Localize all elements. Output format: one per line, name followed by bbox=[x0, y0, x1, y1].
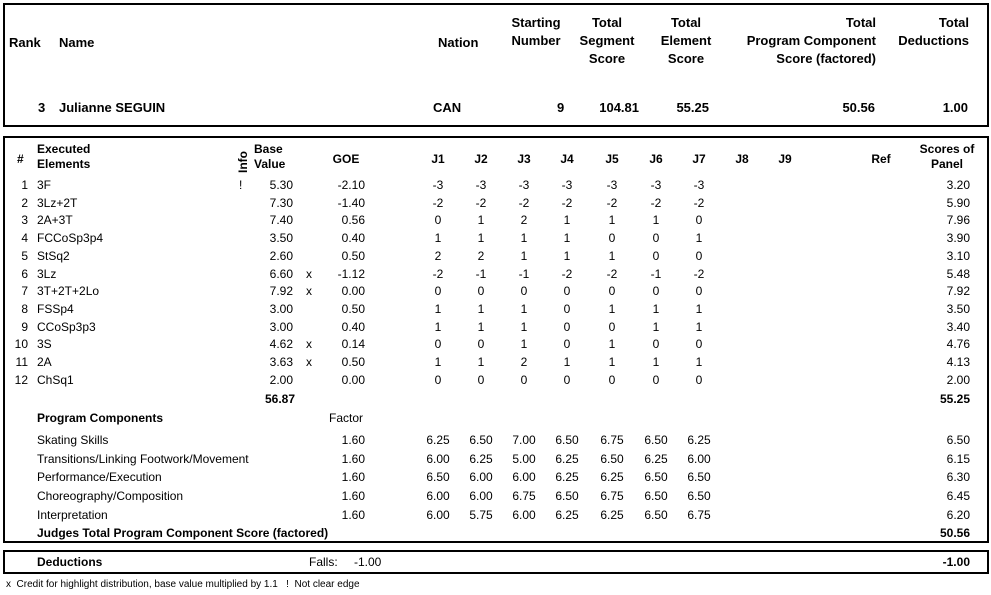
element-base-value: 3.50 bbox=[269, 231, 293, 246]
component-factor: 1.60 bbox=[341, 433, 365, 447]
element-judge-j7: 1 bbox=[695, 301, 703, 316]
element-judge-j2: 1 bbox=[477, 213, 485, 228]
element-name: CCoSp3p3 bbox=[37, 319, 96, 334]
element-goe: 0.00 bbox=[341, 284, 365, 299]
component-judge-j5: 6.25 bbox=[600, 507, 624, 522]
element-num: 1 bbox=[21, 178, 28, 192]
element-x-flag: x bbox=[306, 355, 312, 369]
element-judge-j1: 1 bbox=[434, 319, 442, 334]
component-factor: 1.60 bbox=[341, 470, 365, 485]
header-rank: Rank bbox=[9, 35, 41, 50]
falls-value: -1.00 bbox=[354, 555, 382, 569]
element-judge-j4: -3 bbox=[561, 178, 573, 192]
element-judge-j5: -2 bbox=[606, 195, 618, 210]
element-judge-j7: 0 bbox=[695, 337, 703, 352]
component-judge-j5: 6.75 bbox=[600, 489, 624, 504]
program-components-title: Program Components bbox=[37, 411, 164, 425]
col-header-goe: GOE bbox=[332, 152, 360, 166]
header-total-deductions: Total Deductions bbox=[898, 15, 969, 48]
component-panel-score: 6.50 bbox=[946, 433, 970, 447]
component-name: Transitions/Linking Footwork/Movement bbox=[37, 451, 249, 466]
element-base-value: 6.60 bbox=[269, 266, 293, 281]
element-judge-j5: 1 bbox=[608, 355, 616, 369]
element-judge-j3: 1 bbox=[520, 337, 528, 352]
component-judge-j2: 6.00 bbox=[469, 470, 493, 485]
element-judge-j3: 0 bbox=[520, 372, 528, 387]
element-name: 3T+2T+2Lo bbox=[37, 284, 100, 299]
element-judge-j4: 0 bbox=[563, 372, 571, 387]
col-header-j5: J5 bbox=[605, 152, 619, 166]
deductions-label: Deductions bbox=[37, 555, 103, 569]
element-judge-j4: 0 bbox=[563, 319, 571, 334]
element-goe: -1.40 bbox=[337, 195, 365, 210]
footnote: x Credit for highlight distribution, base value multiplied by 1.1 ! Not clear edge bbox=[6, 579, 360, 590]
component-judge-j2: 5.75 bbox=[469, 507, 493, 522]
element-judge-j1: 0 bbox=[434, 337, 442, 352]
deductions-box bbox=[3, 550, 989, 574]
col-header-num: # bbox=[17, 152, 24, 166]
element-num: 3 bbox=[21, 213, 28, 228]
component-judge-j2: 6.25 bbox=[469, 451, 493, 466]
component-judge-j2: 6.00 bbox=[469, 489, 493, 504]
element-judge-j4: -2 bbox=[561, 266, 573, 281]
component-factor: 1.60 bbox=[341, 507, 365, 522]
col-header-executed-elements: Executed Elements bbox=[37, 142, 91, 171]
element-name: 3S bbox=[37, 337, 52, 352]
element-panel-score: 3.10 bbox=[946, 248, 970, 263]
judges-total-pcs-value: 50.56 bbox=[939, 526, 970, 540]
component-judge-j2: 6.50 bbox=[469, 433, 493, 447]
element-judge-j5: -2 bbox=[606, 266, 618, 281]
element-panel-score: 3.40 bbox=[946, 319, 970, 334]
element-judge-j2: 0 bbox=[477, 372, 485, 387]
element-num: 6 bbox=[21, 266, 28, 281]
header-nation: Nation bbox=[438, 35, 479, 50]
skater-name: Julianne SEGUIN bbox=[59, 100, 166, 115]
component-judge-j6: 6.50 bbox=[644, 489, 668, 504]
element-goe: -2.10 bbox=[337, 178, 365, 192]
element-judge-j6: 0 bbox=[652, 231, 660, 246]
component-judge-j6: 6.50 bbox=[644, 470, 668, 485]
element-judge-j4: 1 bbox=[563, 231, 571, 246]
element-goe: -1.12 bbox=[337, 266, 365, 281]
component-name: Choreography/Composition bbox=[37, 489, 184, 504]
component-judge-j4: 6.25 bbox=[555, 507, 579, 522]
component-judge-j1: 6.25 bbox=[426, 433, 450, 447]
element-judge-j2: -2 bbox=[475, 195, 487, 210]
element-judge-j4: 0 bbox=[563, 301, 571, 316]
element-panel-score: 5.48 bbox=[946, 266, 970, 281]
element-goe: 0.56 bbox=[341, 213, 365, 228]
element-judge-j3: 1 bbox=[520, 319, 528, 334]
element-name: FSSp4 bbox=[37, 301, 74, 316]
element-judge-j5: 1 bbox=[608, 248, 616, 263]
element-base-value: 7.40 bbox=[269, 213, 293, 228]
element-judge-j1: -2 bbox=[432, 266, 444, 281]
col-header-j7: J7 bbox=[692, 152, 706, 166]
component-factor: 1.60 bbox=[341, 489, 365, 504]
element-judge-j1: 0 bbox=[434, 372, 442, 387]
element-judge-j3: 1 bbox=[520, 231, 528, 246]
element-judge-j5: 0 bbox=[608, 319, 616, 334]
element-base-value: 7.92 bbox=[269, 284, 293, 299]
element-x-flag: x bbox=[306, 284, 312, 299]
element-judge-j5: 0 bbox=[608, 284, 616, 299]
col-header-base-value: Base Value bbox=[254, 142, 286, 171]
element-judge-j2: -1 bbox=[475, 266, 487, 281]
col-header-j9: J9 bbox=[778, 152, 792, 166]
element-judge-j1: 0 bbox=[434, 213, 442, 228]
component-judge-j1: 6.50 bbox=[426, 470, 450, 485]
element-name: FCCoSp3p4 bbox=[37, 231, 104, 246]
col-header-j3: J3 bbox=[517, 152, 531, 166]
component-judge-j7: 6.25 bbox=[687, 433, 711, 447]
element-name: 2A+3T bbox=[37, 213, 73, 228]
col-header-info: Info bbox=[236, 151, 250, 173]
element-goe: 0.00 bbox=[341, 372, 365, 387]
col-header-scores-of-panel: Scores of Panel bbox=[919, 142, 975, 171]
header-name: Name bbox=[59, 35, 95, 50]
element-judge-j6: 1 bbox=[652, 213, 660, 228]
element-judge-j7: 0 bbox=[695, 213, 703, 228]
component-judge-j5: 6.25 bbox=[600, 470, 624, 485]
element-judge-j2: 0 bbox=[477, 337, 485, 352]
element-base-value: 3.00 bbox=[269, 319, 293, 334]
element-base-value: 5.30 bbox=[269, 178, 293, 192]
element-judge-j2: 2 bbox=[477, 248, 485, 263]
element-judge-j1: 1 bbox=[434, 355, 442, 369]
total-pcs: 50.56 bbox=[842, 100, 875, 115]
element-judge-j6: 0 bbox=[652, 248, 660, 263]
element-panel-score: 3.20 bbox=[946, 178, 970, 192]
component-judge-j3: 5.00 bbox=[512, 451, 536, 466]
component-name: Performance/Execution bbox=[37, 470, 162, 485]
component-name: Skating Skills bbox=[37, 433, 109, 447]
element-judge-j7: 0 bbox=[695, 284, 703, 299]
elements-score-total: 55.25 bbox=[939, 392, 970, 406]
element-base-value: 7.30 bbox=[269, 195, 293, 210]
element-judge-j3: 0 bbox=[520, 284, 528, 299]
element-judge-j6: -1 bbox=[650, 266, 662, 281]
element-panel-score: 4.13 bbox=[946, 355, 970, 369]
element-name: StSq2 bbox=[37, 248, 70, 263]
component-judge-j3: 6.75 bbox=[512, 489, 536, 504]
header-total-pcs: Total Program Component Score (factored) bbox=[746, 15, 876, 66]
element-num: 4 bbox=[21, 231, 28, 246]
total-segment-score: 104.81 bbox=[599, 100, 639, 115]
element-judge-j2: 1 bbox=[477, 231, 485, 246]
element-judge-j6: -2 bbox=[650, 195, 662, 210]
element-name: 2A bbox=[37, 355, 52, 369]
element-num: 12 bbox=[14, 372, 28, 387]
element-judge-j2: 0 bbox=[477, 284, 485, 299]
component-panel-score: 6.20 bbox=[946, 507, 970, 522]
element-num: 7 bbox=[21, 284, 28, 299]
component-judge-j6: 6.50 bbox=[644, 433, 668, 447]
component-judge-j1: 6.00 bbox=[426, 451, 450, 466]
header-starting-number: Starting Number bbox=[511, 15, 561, 48]
element-x-flag: x bbox=[306, 337, 312, 352]
element-base-value: 2.60 bbox=[269, 248, 293, 263]
col-header-j6: J6 bbox=[649, 152, 663, 166]
element-base-value: 3.00 bbox=[269, 301, 293, 316]
element-judge-j1: -3 bbox=[432, 178, 444, 192]
element-panel-score: 3.90 bbox=[946, 231, 970, 246]
element-num: 10 bbox=[14, 337, 28, 352]
col-header-ref: Ref bbox=[871, 152, 891, 166]
header-total-segment-score: Total Segment Score bbox=[579, 15, 635, 66]
element-judge-j3: 2 bbox=[520, 213, 528, 228]
element-goe: 0.50 bbox=[341, 355, 365, 369]
element-judge-j2: 1 bbox=[477, 355, 485, 369]
element-judge-j6: -3 bbox=[650, 178, 662, 192]
element-judge-j3: 1 bbox=[520, 248, 528, 263]
element-judge-j6: 1 bbox=[652, 319, 660, 334]
component-judge-j5: 6.50 bbox=[600, 451, 624, 466]
component-judge-j4: 6.25 bbox=[555, 451, 579, 466]
component-judge-j3: 6.00 bbox=[512, 470, 536, 485]
element-judge-j3: -1 bbox=[518, 266, 530, 281]
element-judge-j4: 0 bbox=[563, 337, 571, 352]
component-factor: 1.60 bbox=[341, 451, 365, 466]
element-judge-j1: 1 bbox=[434, 231, 442, 246]
element-judge-j5: 1 bbox=[608, 301, 616, 316]
judges-total-pcs-label: Judges Total Program Component Score (factored) bbox=[37, 526, 329, 540]
skater-nation: CAN bbox=[433, 100, 462, 115]
element-judge-j7: 1 bbox=[695, 355, 703, 369]
element-num: 11 bbox=[15, 355, 28, 369]
element-info: ! bbox=[239, 178, 243, 192]
component-panel-score: 6.15 bbox=[946, 451, 970, 466]
element-judge-j4: 1 bbox=[563, 213, 571, 228]
component-judge-j4: 6.50 bbox=[555, 433, 579, 447]
element-name: 3F bbox=[37, 178, 52, 192]
element-judge-j6: 1 bbox=[652, 355, 660, 369]
component-judge-j6: 6.25 bbox=[644, 451, 668, 466]
element-judge-j3: 1 bbox=[520, 301, 528, 316]
header-total-element-score: Total Element Score bbox=[660, 15, 712, 66]
element-goe: 0.50 bbox=[341, 248, 365, 263]
component-judge-j4: 6.25 bbox=[555, 470, 579, 485]
element-judge-j7: 0 bbox=[695, 372, 703, 387]
component-judge-j7: 6.50 bbox=[687, 489, 711, 504]
element-judge-j1: -2 bbox=[432, 195, 444, 210]
col-header-j2: J2 bbox=[474, 152, 488, 166]
element-panel-score: 5.90 bbox=[946, 195, 970, 210]
total-deductions: 1.00 bbox=[942, 100, 968, 115]
component-panel-score: 6.30 bbox=[946, 470, 970, 485]
element-judge-j7: -3 bbox=[693, 178, 705, 192]
element-judge-j5: 0 bbox=[608, 231, 616, 246]
component-judge-j3: 7.00 bbox=[512, 433, 536, 447]
element-base-value: 3.63 bbox=[269, 355, 293, 369]
element-goe: 0.40 bbox=[341, 231, 365, 246]
component-judge-j3: 6.00 bbox=[512, 507, 536, 522]
element-judge-j7: -2 bbox=[693, 195, 705, 210]
factor-header: Factor bbox=[328, 411, 364, 425]
element-judge-j5: 1 bbox=[608, 337, 616, 352]
element-judge-j6: 0 bbox=[652, 337, 660, 352]
element-judge-j3: 2 bbox=[520, 355, 528, 369]
col-header-j4: J4 bbox=[560, 152, 574, 166]
element-judge-j3: -2 bbox=[518, 195, 530, 210]
element-judge-j6: 1 bbox=[652, 301, 660, 316]
element-judge-j7: 1 bbox=[695, 231, 703, 246]
component-judge-j7: 6.75 bbox=[687, 507, 711, 522]
element-judge-j7: 0 bbox=[695, 248, 703, 263]
element-judge-j2: -3 bbox=[475, 178, 487, 192]
element-goe: 0.40 bbox=[341, 319, 365, 334]
skater-rank: 3 bbox=[38, 100, 46, 115]
element-goe: 0.50 bbox=[341, 301, 365, 316]
component-judge-j4: 6.50 bbox=[555, 489, 579, 504]
element-num: 5 bbox=[21, 248, 28, 263]
element-name: 3Lz+2T bbox=[37, 195, 78, 210]
element-name: 3Lz bbox=[37, 266, 57, 281]
element-judge-j5: 0 bbox=[608, 372, 616, 387]
col-header-j1: J1 bbox=[431, 152, 445, 166]
element-judge-j6: 0 bbox=[652, 372, 660, 387]
component-judge-j1: 6.00 bbox=[426, 507, 450, 522]
element-panel-score: 7.96 bbox=[946, 213, 970, 228]
element-judge-j4: 1 bbox=[563, 248, 571, 263]
element-num: 2 bbox=[21, 195, 28, 210]
element-goe: 0.14 bbox=[341, 337, 365, 352]
element-panel-score: 4.76 bbox=[946, 337, 970, 352]
element-judge-j3: -3 bbox=[518, 178, 530, 192]
element-judge-j7: 1 bbox=[695, 319, 703, 334]
element-judge-j1: 0 bbox=[434, 284, 442, 299]
base-value-total: 56.87 bbox=[264, 392, 295, 406]
element-num: 8 bbox=[21, 301, 28, 316]
element-judge-j5: -3 bbox=[606, 178, 618, 192]
component-judge-j5: 6.75 bbox=[600, 433, 624, 447]
element-num: 9 bbox=[21, 319, 28, 334]
component-judge-j1: 6.00 bbox=[426, 489, 450, 504]
element-judge-j2: 1 bbox=[477, 301, 485, 316]
element-judge-j1: 2 bbox=[434, 248, 442, 263]
component-judge-j6: 6.50 bbox=[644, 507, 668, 522]
element-x-flag: x bbox=[306, 266, 312, 281]
component-judge-j7: 6.00 bbox=[687, 451, 711, 466]
element-judge-j1: 1 bbox=[434, 301, 442, 316]
component-judge-j7: 6.50 bbox=[687, 470, 711, 485]
element-judge-j2: 1 bbox=[477, 319, 485, 334]
total-element-score: 55.25 bbox=[676, 100, 709, 115]
starting-number: 9 bbox=[557, 100, 565, 115]
element-judge-j4: 1 bbox=[563, 355, 571, 369]
element-panel-score: 2.00 bbox=[946, 372, 970, 387]
element-judge-j4: 0 bbox=[563, 284, 571, 299]
element-judge-j6: 0 bbox=[652, 284, 660, 299]
falls-label: Falls: bbox=[309, 555, 338, 569]
component-panel-score: 6.45 bbox=[946, 489, 970, 504]
element-judge-j5: 1 bbox=[608, 213, 616, 228]
deductions-total: -1.00 bbox=[942, 555, 970, 569]
component-name: Interpretation bbox=[37, 507, 108, 522]
element-panel-score: 7.92 bbox=[946, 284, 970, 299]
element-name: ChSq1 bbox=[37, 372, 74, 387]
element-base-value: 2.00 bbox=[269, 372, 293, 387]
element-base-value: 4.62 bbox=[269, 337, 293, 352]
element-panel-score: 3.50 bbox=[946, 301, 970, 316]
col-header-j8: J8 bbox=[735, 152, 749, 166]
element-judge-j4: -2 bbox=[561, 195, 573, 210]
element-judge-j7: -2 bbox=[693, 266, 705, 281]
